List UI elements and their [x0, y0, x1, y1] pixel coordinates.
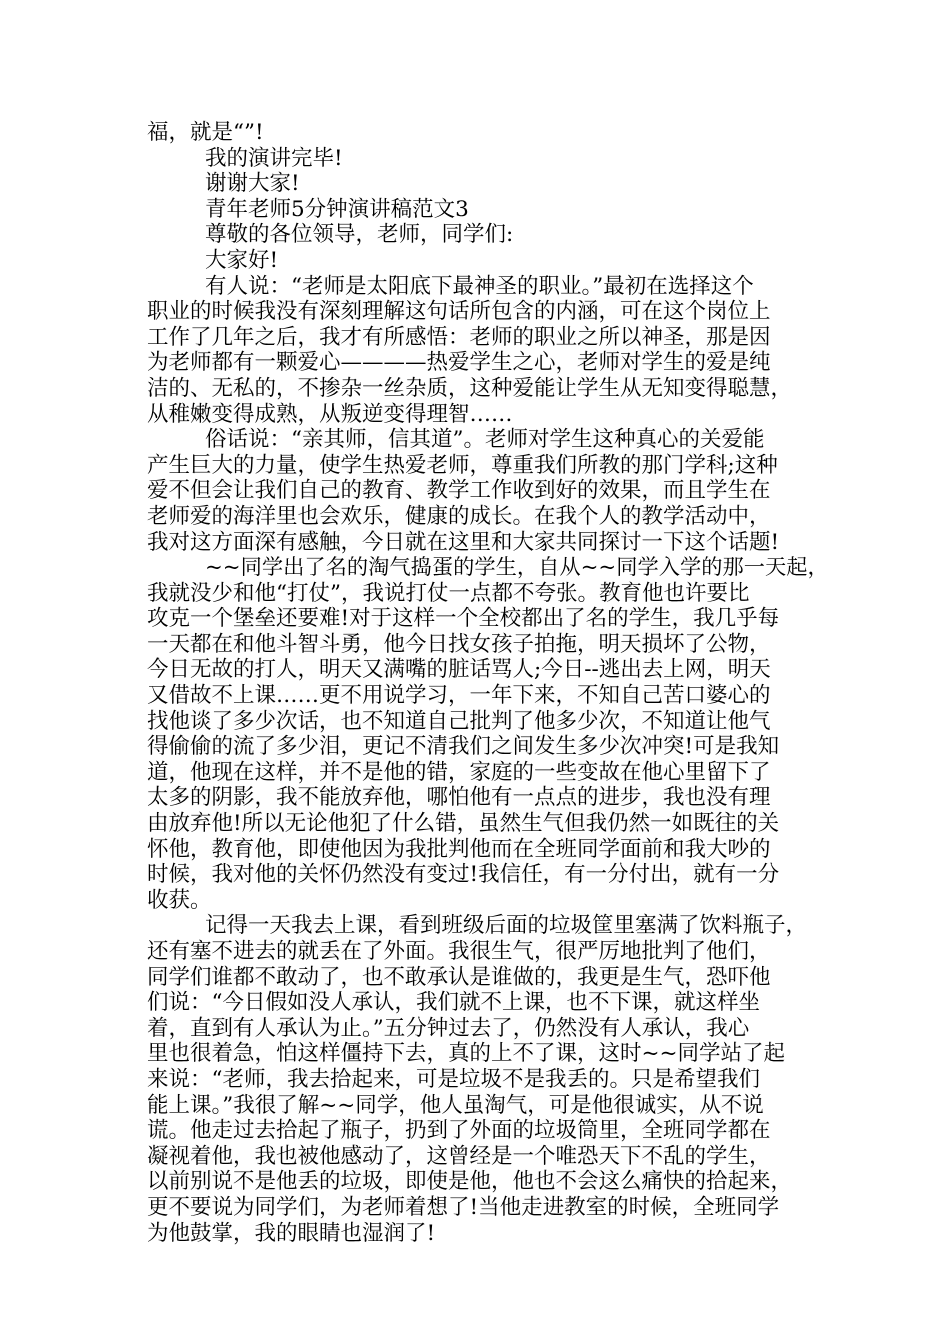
text-line: 攻克一个堡垒还要难!对于这样一个全校都出了名的学生，我几乎每	[147, 606, 780, 632]
text-line: 收获。	[147, 887, 212, 913]
text-line: 更不要说为同学们，为老师着想了!当他走进教室的时候，全班同学	[147, 1194, 780, 1220]
text-line: 大家好!	[205, 247, 279, 273]
text-line: 为老师都有一颗爱心————热爱学生之心，老师对学生的爱是纯	[147, 350, 771, 376]
text-line: 道，他现在这样，并不是他的错，家庭的一些变故在他心里留下了	[147, 759, 771, 785]
text-line: 谢谢大家!	[205, 171, 300, 197]
text-line: 太多的阴影，我不能放弃他，哪怕他有一点点的进步，我也没有理	[147, 785, 771, 811]
text-line: 来说：“老师，我去拾起来，可是垃圾不是我丢的。只是希望我们	[147, 1066, 760, 1092]
text-line: 洁的、无私的，不掺杂一丝杂质，这种爱能让学生从无知变得聪慧，	[147, 375, 793, 401]
text-line: 职业的时候我没有深刻理解这句话所包含的内涵，可在这个岗位上	[147, 299, 771, 325]
text-line: 找他谈了多少次话，也不知道自己批判了他多少次，不知道让他气	[147, 708, 771, 734]
text-line: 老师爱的海洋里也会欢乐，健康的成长。在我个人的教学活动中，	[147, 503, 771, 529]
text-line: 得偷偷的流了多少泪，更记不清我们之间发生多少次冲突!可是我知	[147, 734, 780, 760]
text-line: 从稚嫩变得成熟，从叛逆变得理智……	[147, 401, 513, 427]
text-line: 还有塞不进去的就丢在了外面。我很生气，很严厉地批判了他们，	[147, 939, 771, 964]
text-line: 由放弃他!所以无论他犯了什么错，虽然生气但我仍然一如既往的关	[147, 811, 780, 837]
text-line: 记得一天我去上课，看到班级后面的垃圾筐里塞满了饮料瓶子，	[205, 913, 808, 939]
text-line: 们说：“今日假如没人承认，我们就不上课，也不下课，就这样坐	[147, 990, 760, 1016]
text-line: 俗话说：“亲其师，信其道”。老师对学生这种真心的关爱能	[205, 427, 765, 453]
text-line: 我就没少和他“打仗”，我说打仗一点都不夸张。教育他也许要比	[147, 580, 750, 606]
text-line: 今日无故的打人，明天又满嘴的脏话骂人;今日--逃出去上网，明天	[147, 657, 771, 683]
text-line: 时候，我对他的关怀仍然没有变过!我信任，有一分付出，就有一分	[147, 862, 780, 888]
text-line: 着，直到有人承认为止。”五分钟过去了，仍然没有人承认，我心	[147, 1015, 750, 1041]
text-line: ~~同学出了名的淘气捣蛋的学生，自从~~同学入学的那一天起，	[205, 555, 829, 581]
text-line: 爱不但会让我们自己的教育、教学工作收到好的效果，而且学生在	[147, 478, 771, 504]
document-page	[147, 120, 829, 1246]
text-line: 工作了几年之后，我才有所感悟：老师的职业之所以神圣，那是因	[147, 324, 771, 350]
text-line: 尊敬的各位领导，老师，同学们:	[205, 222, 514, 248]
text-line: 我对这方面深有感触，今日就在这里和大家共同探讨一下这个话题!	[147, 529, 780, 555]
text-line: 又借故不上课……更不用说学习，一年下来，不知自己苦口婆心的	[147, 683, 771, 709]
text-line: 我的演讲完毕!	[205, 145, 343, 171]
text-line: 产生巨大的力量，使学生热爱老师，尊重我们所教的那门学科;这种	[147, 452, 778, 478]
text-line: 以前别说不是他丢的垃圾，即使是他，他也不会这么痛快的拾起来，	[147, 1169, 793, 1195]
text-line: 福，就是“”!	[147, 120, 264, 145]
text-line: 为他鼓掌，我的眼睛也湿润了!	[147, 1220, 436, 1246]
text-line: 有人说：“老师是太阳底下最神圣的职业。”最初在选择这个	[205, 273, 754, 299]
text-line: 凝视着他，我也被他感动了，这曾经是一个唯恐天下不乱的学生，	[147, 1143, 771, 1169]
text-line: 同学们谁都不敢动了，也不敢承认是谁做的，我更是生气，恐吓他	[147, 964, 771, 990]
text-line: 怀他，教育他，即使他因为我批判他而在全班同学面前和我大吵的	[147, 836, 771, 862]
text-line: 青年老师5分钟演讲稿范文3	[205, 196, 469, 222]
text-line: 里也很着急，怕这样僵持下去，真的上不了课，这时~~同学站了起	[147, 1041, 786, 1067]
text-line: 谎。他走过去拾起了瓶子，扔到了外面的垃圾筒里，全班同学都在	[147, 1118, 771, 1144]
text-line: 一天都在和他斗智斗勇，他今日找女孩子拍拖，明天损坏了公物，	[147, 631, 771, 657]
text-line: 能上课。”我很了解~~同学，他人虽淘气，可是他很诚实，从不说	[147, 1092, 764, 1118]
